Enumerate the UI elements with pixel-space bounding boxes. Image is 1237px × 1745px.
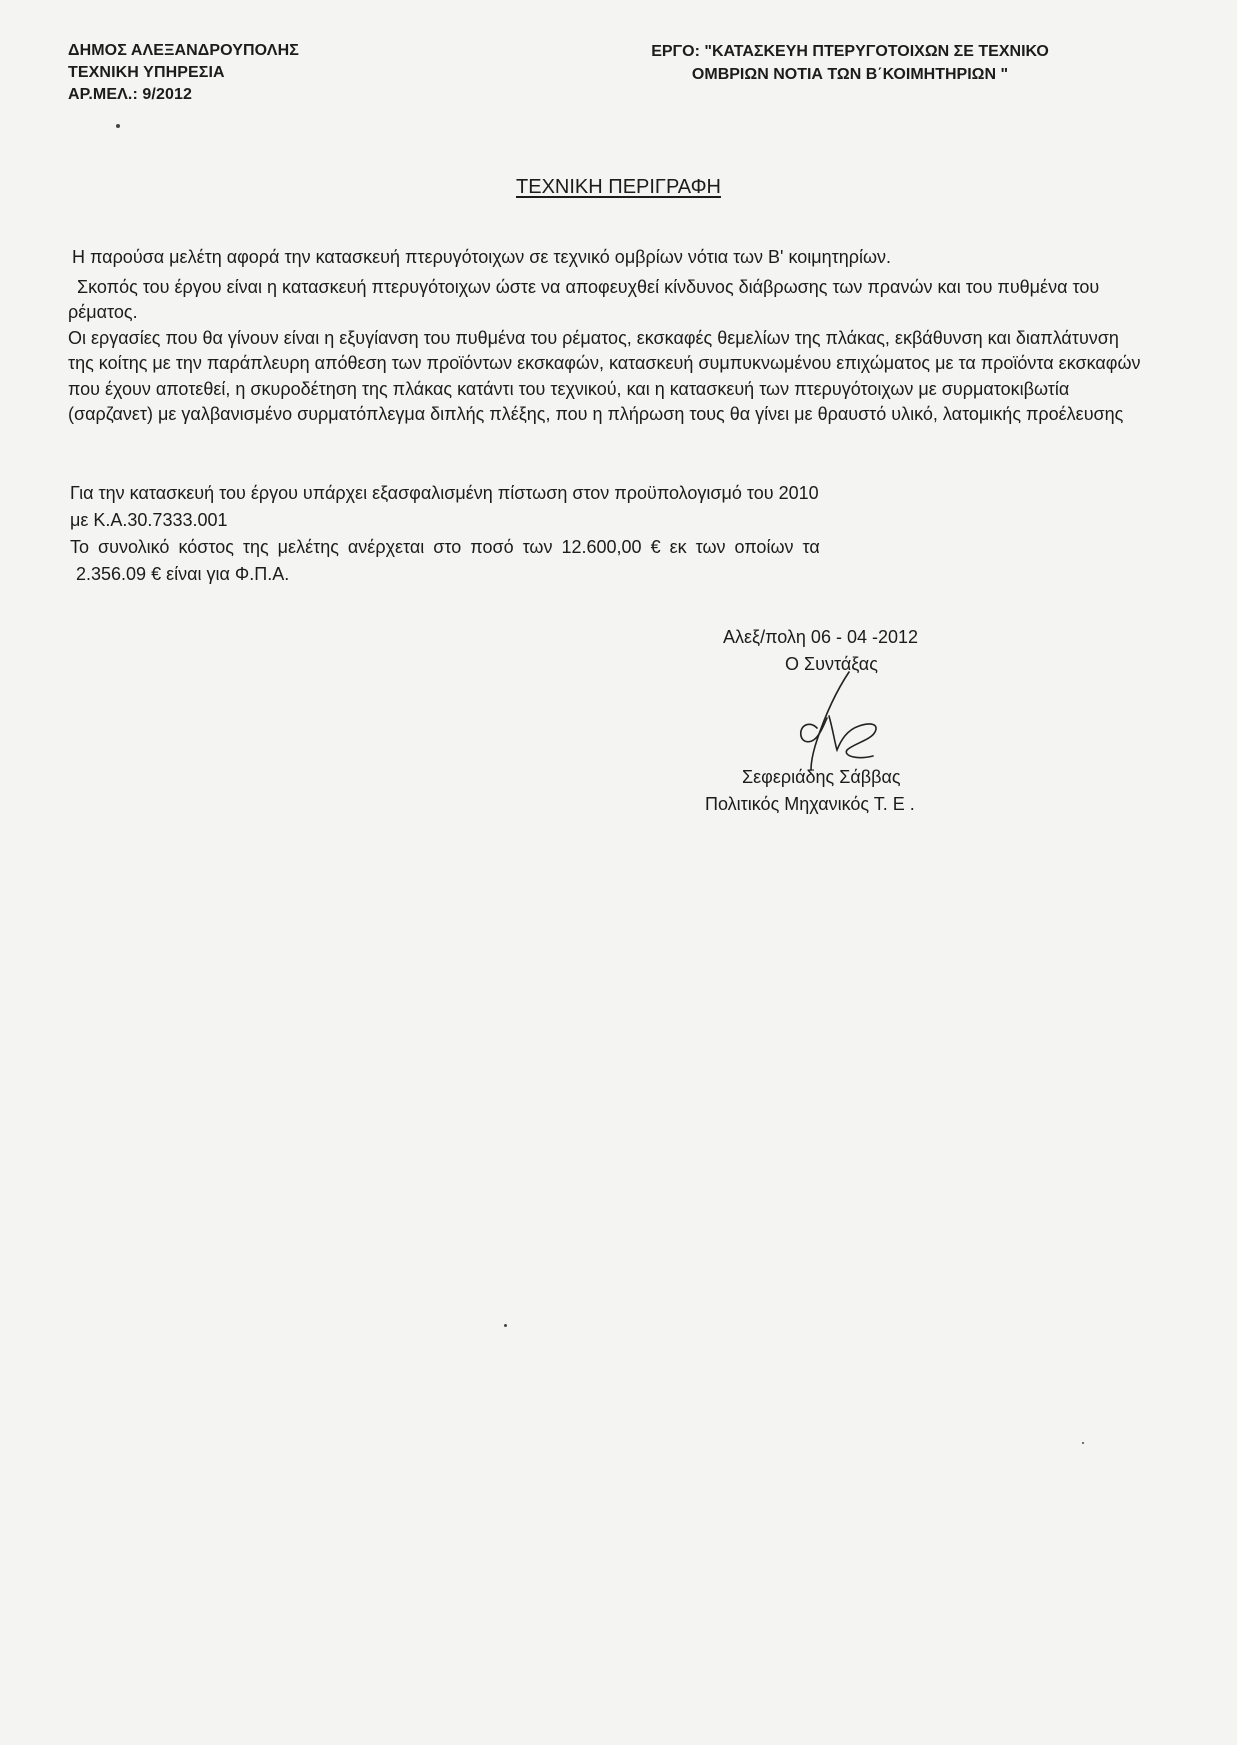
funding-budget-line: Για την κατασκευή του έργου υπάρχει εξασφαλισμένη πίστωση στον προϋπολογισμό του 2010 [70, 483, 819, 503]
author-title: Πολιτικός Μηχανικός Τ. Ε . [705, 794, 915, 814]
department-name: ΤΕΧΝΙΚΗ ΥΠΗΡΕΣΙΑ [68, 64, 225, 81]
funding-vat-line: 2.356.09 € είναι για Φ.Π.Α. [76, 564, 290, 584]
scan-speck [504, 1324, 507, 1327]
author-name: Σεφεριάδης Σάββας [742, 767, 901, 787]
paragraph-goal: Σκοπός του έργου είναι η κατασκευή πτερυγότοιχων ώστε να αποφευχθεί κίνδυνος διάβρωσης των πρανών και του πυθμένα του ρέματος. [68, 276, 1100, 322]
issuer-header [68, 40, 299, 106]
scan-speck [1082, 1442, 1084, 1444]
project-header [620, 40, 1080, 86]
description-body [68, 245, 1148, 428]
project-title-line-1: ΕΡΓΟ: "ΚΑΤΑΣΚΕΥΗ ΠΤΕΡΥΓΟΤΟΙΧΩΝ ΣΕ ΤΕΧΝΙΚΟ [651, 43, 1049, 60]
project-title-line-2: ΟΜΒΡΙΩΝ ΝΟΤΙΑ ΤΩΝ Β΄ΚΟΙΜΗΤΗΡΙΩΝ " [691, 66, 1009, 83]
funding-code-line: με Κ.Α.30.7333.001 [70, 510, 228, 530]
paragraph-purpose: Η παρούσα μελέτη αφορά την κατασκευή πτερυγότοιχων σε τεχνικό ομβρίων νότια των Β' κοιμητηρίων. [72, 247, 892, 267]
funding-cost-line: Το συνολικό κόστος της μελέτης ανέρχεται στο ποσό των 12.600,00 € εκ των οποίων τα [70, 537, 820, 557]
place-date: Αλεξ/πολη 06 - 04 -2012 [723, 627, 919, 647]
municipality-name: ΔΗΜΟΣ ΑΛΕΞΑΝΔΡΟΥΠΟΛΗΣ [68, 42, 299, 59]
paragraph-works: Οι εργασίες που θα γίνουν είναι η εξυγίανση του πυθμένα του ρέματος, εκσκαφές θεμελίων της πλάκας, εκβάθυνση και διαπλάτυνση της κοίτης με την παράπλευρη απόθεση των προϊόντων εκσκαφών, κατασκευή συμπυκνωμένου επιχώματος με τα προϊόντα εκσκαφών που έχουν αποτεθεί, η σκυροδέτηση της πλάκας κατάντι του τεχνικού, και η κατασκευή των πτερυγότοιχων με συρματοκιβωτία (σαρζανετ) με γαλβανισμένο συρματόπλεγμα διπλής πλέξης, που η πλήρωση τους θα γίνει με θραυστό υλικό, λατομικής προέλευσης [68, 327, 1141, 424]
funding-section [70, 480, 1070, 588]
study-number: ΑΡ.ΜΕΛ.: 9/2012 [68, 86, 192, 103]
author-role: Ο Συντάξας [785, 654, 878, 674]
scan-speck [116, 124, 120, 128]
document-title: ΤΕΧΝΙΚΗ ΠΕΡΙΓΡΑΦΗ [516, 176, 721, 198]
